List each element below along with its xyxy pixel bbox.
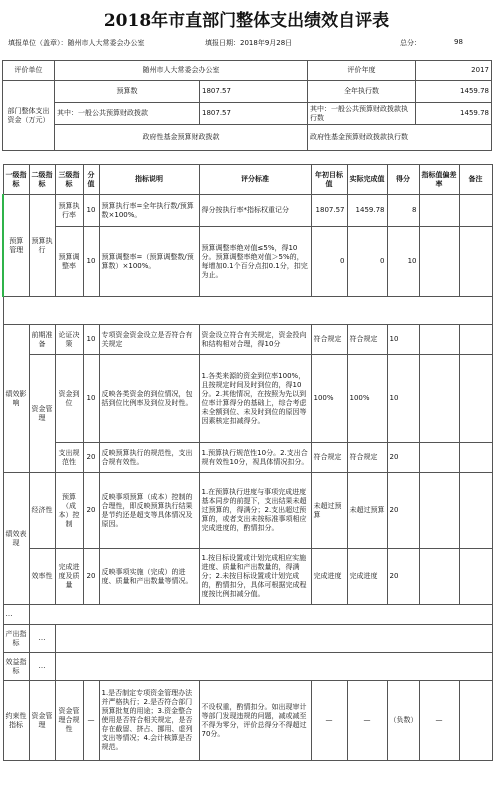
eval-unit-label: 评价单位 bbox=[3, 61, 55, 81]
actual-label: 全年执行数 bbox=[308, 81, 416, 103]
filing-unit: 填报单位（盖章）：随州市人大常委会办公室 bbox=[8, 39, 145, 47]
spacer-row bbox=[3, 297, 492, 325]
note-cell bbox=[459, 355, 492, 443]
eval-year-value: 2017 bbox=[416, 61, 492, 81]
col-dev: 指标值偏差率 bbox=[419, 165, 459, 195]
column-header-row bbox=[3, 165, 492, 195]
score-cell: 20 bbox=[83, 443, 99, 473]
col-desc: 指标说明 bbox=[99, 165, 199, 195]
l3-cell: 论证决策 bbox=[55, 325, 83, 355]
l3-cell: 资金管理合规性 bbox=[55, 681, 83, 761]
dev-cell bbox=[419, 473, 459, 549]
l1-perf-impact: 绩效影响 bbox=[3, 325, 29, 473]
l2-fund-mgmt-2: 资金管理 bbox=[29, 681, 55, 761]
general-actual-value: 1459.78 bbox=[416, 103, 492, 125]
general-budget-label: 其中：一般公共预算财政拨款 bbox=[55, 103, 200, 125]
col-actual: 实际完成值 bbox=[347, 165, 387, 195]
col-note: 备注 bbox=[459, 165, 492, 195]
dots-cell: … bbox=[3, 605, 29, 625]
got-cell: 20 bbox=[387, 549, 419, 605]
note-cell bbox=[459, 549, 492, 605]
std-cell: 不设权重，酌情扣分。如出现审计等部门发现违规的问题，减或减至不得为零分，评价总得分不得超过70分。 bbox=[199, 681, 311, 761]
desc-cell: 专项资金资金设立是否符合有关规定 bbox=[99, 325, 199, 355]
score-cell: 10 bbox=[83, 227, 99, 297]
l1-output: 产出指标 bbox=[3, 625, 29, 653]
l3-cell: 支出规范性 bbox=[55, 443, 83, 473]
desc-cell: 反映事项预算（成本）控制的合理性，即反映预算执行结果是节约还是超支等具体情况及原因。 bbox=[99, 473, 199, 549]
col-l3: 三级指标 bbox=[55, 165, 83, 195]
got-cell: 10 bbox=[387, 325, 419, 355]
target-cell: 1807.57 bbox=[311, 195, 347, 227]
table-row bbox=[3, 549, 492, 605]
indicator-table bbox=[2, 164, 493, 761]
table-row bbox=[3, 227, 492, 297]
dev-cell bbox=[419, 227, 459, 297]
actual-cell: 0 bbox=[347, 227, 387, 297]
budget-label: 预算数 bbox=[55, 81, 200, 103]
actual-cell: — bbox=[347, 681, 387, 761]
dots-cell: … bbox=[29, 625, 55, 653]
l1-perf-result: 绩效表现 bbox=[3, 473, 29, 605]
col-score: 分值 bbox=[83, 165, 99, 195]
desc-cell: 1.是否制定专项资金管理办法并严格执行；2.是否符合部门预算批复的用途；3.资金整合使用是否符合相关规定，是否存在截留、挤占、挪用、虚列支出等情况；4.会计核算是否规范。 bbox=[99, 681, 199, 761]
dots-cell: … bbox=[29, 653, 55, 681]
desc-cell: 反映预算执行的规范性，支出合规有效性。 bbox=[99, 443, 199, 473]
desc-cell: 预算调整率=（预算调整数/预算数）×100%。 bbox=[99, 227, 199, 297]
table-row bbox=[3, 443, 492, 473]
general-budget-value: 1807.57 bbox=[200, 103, 308, 125]
eval-year-label: 评价年度 bbox=[308, 61, 416, 81]
col-l2: 二级指标 bbox=[29, 165, 55, 195]
target-cell: 完成进度 bbox=[311, 549, 347, 605]
l3-cell: 预算（成本）控制 bbox=[55, 473, 83, 549]
fund-budget-label: 政府性基金预算财政拨款 bbox=[55, 125, 308, 151]
std-cell: 资金设立符合有关规定，资金投向和结构相对合理，得10分 bbox=[199, 325, 311, 355]
l2-economy: 经济性 bbox=[29, 473, 55, 549]
actual-cell: 1459.78 bbox=[347, 195, 387, 227]
l3-cell: 预算调整率 bbox=[55, 227, 83, 297]
score-cell: 10 bbox=[83, 355, 99, 443]
l1-budget-mgmt: 预算管理 bbox=[3, 195, 29, 297]
score-cell: 10 bbox=[83, 195, 99, 227]
dev-cell bbox=[419, 355, 459, 443]
std-cell: 得分按执行率*指标权重记分 bbox=[199, 195, 311, 227]
l2-fund-mgmt: 资金管理 bbox=[29, 355, 55, 473]
actual-cell: 符合规定 bbox=[347, 443, 387, 473]
table-row bbox=[3, 195, 492, 227]
actual-cell: 符合规定 bbox=[347, 325, 387, 355]
desc-cell: 反映事项实施（完成）的进度、质量和产出数量等情况。 bbox=[99, 549, 199, 605]
l3-cell: 预算执行率 bbox=[55, 195, 83, 227]
col-got: 得分 bbox=[387, 165, 419, 195]
l2-cell: 前期准备 bbox=[29, 325, 55, 355]
note-cell bbox=[459, 443, 492, 473]
dev-cell bbox=[419, 443, 459, 473]
filing-date: 填报日期：2018年9月28日 bbox=[205, 39, 293, 47]
table-row bbox=[3, 625, 492, 653]
budget-value: 1807.57 bbox=[200, 81, 308, 103]
std-cell: 1.按目标设置或计划完成相应实施进度、质量和产出数量的，得满分；2.未按目标设置或计划完成的，酌情扣分，具体可根据完成程度按比例扣减分值。 bbox=[199, 549, 311, 605]
table-row bbox=[3, 605, 492, 625]
note-cell bbox=[459, 325, 492, 355]
table-row bbox=[3, 681, 492, 761]
fund-actual-label: 政府性基金预算财政拨款执行数 bbox=[308, 125, 492, 151]
col-l1: 一级指标 bbox=[3, 165, 29, 195]
empty-cell bbox=[55, 625, 492, 653]
score-cell: 10 bbox=[83, 325, 99, 355]
target-cell: 0 bbox=[311, 227, 347, 297]
std-cell: 1.在预算执行进度与事项完成进度基本同步的前提下，支出结果未超过预算的，得满分；2.支出超过预算的，或者支出未按标准事项相应完成进度的，酌情扣分。 bbox=[199, 473, 311, 549]
got-cell: 20 bbox=[387, 473, 419, 549]
l2-budget-exec: 预算执行 bbox=[29, 195, 55, 297]
l1-constraint: 约束性指标 bbox=[3, 681, 29, 761]
l3-cell: 资金到位 bbox=[55, 355, 83, 443]
page-title: 2018年市直部门整体支出绩效自评表 bbox=[103, 11, 390, 31]
got-cell: 8 bbox=[387, 195, 419, 227]
score-cell: 20 bbox=[83, 473, 99, 549]
table-row bbox=[3, 325, 492, 355]
total-label: 总分： bbox=[400, 39, 421, 47]
std-cell: 预算调整率绝对值≤5%，得10分。预算调整率绝对值＞5%的，每增加0.1个百分点扣0.1分，扣完为止。 bbox=[199, 227, 311, 297]
target-cell: 符合规定 bbox=[311, 325, 347, 355]
actual-cell: 100% bbox=[347, 355, 387, 443]
score-cell: 20 bbox=[83, 549, 99, 605]
got-cell: （负数） bbox=[387, 681, 419, 761]
funds-label: 部门整体支出资金（万元） bbox=[3, 81, 55, 151]
funds-info-table bbox=[2, 60, 492, 151]
eval-unit-value: 随州市人大常委会办公室 bbox=[55, 61, 308, 81]
col-std: 评分标准 bbox=[199, 165, 311, 195]
dev-cell bbox=[419, 325, 459, 355]
std-cell: 1.各类来源的资金到位率100%，且按规定时间及时到位的，得10分。2.其他情况，在按照为先以到位率计算得分的基础上，综合考虑未全额到位、未及时到位的原因等因素核定扣减得分。 bbox=[199, 355, 311, 443]
table-row bbox=[3, 473, 492, 549]
dev-cell bbox=[419, 195, 459, 227]
note-cell bbox=[459, 473, 492, 549]
got-cell: 20 bbox=[387, 443, 419, 473]
target-cell: — bbox=[311, 681, 347, 761]
score-cell: — bbox=[83, 681, 99, 761]
note-cell bbox=[459, 195, 492, 227]
std-cell: 1.预算执行规范性10分。2.支出合规有效性10分，视具体情况扣分。 bbox=[199, 443, 311, 473]
note-cell bbox=[459, 227, 492, 297]
total-value: 98 bbox=[454, 38, 463, 46]
l2-efficiency: 效率性 bbox=[29, 549, 55, 605]
dev-cell bbox=[419, 549, 459, 605]
actual-value: 1459.78 bbox=[416, 81, 492, 103]
got-cell: 10 bbox=[387, 355, 419, 443]
got-cell: 10 bbox=[387, 227, 419, 297]
actual-cell: 未超过预算 bbox=[347, 473, 387, 549]
dev-cell: — bbox=[419, 681, 459, 761]
target-cell: 符合规定 bbox=[311, 443, 347, 473]
empty-cell bbox=[29, 605, 492, 625]
note-cell bbox=[459, 681, 492, 761]
table-row bbox=[3, 653, 492, 681]
empty-cell bbox=[55, 653, 492, 681]
l3-cell: 完成进度及质量 bbox=[55, 549, 83, 605]
target-cell: 未超过预算 bbox=[311, 473, 347, 549]
l1-benefit: 效益指标 bbox=[3, 653, 29, 681]
actual-cell: 完成进度 bbox=[347, 549, 387, 605]
general-actual-label: 其中：一般公共预算财政拨款执行数 bbox=[308, 103, 416, 125]
col-target: 年初目标值 bbox=[311, 165, 347, 195]
table-row bbox=[3, 355, 492, 443]
target-cell: 100% bbox=[311, 355, 347, 443]
desc-cell: 预算执行率=全年执行数/预算数×100%。 bbox=[99, 195, 199, 227]
desc-cell: 反映各类资金的到位情况，包括到位比例率及到位及时性。 bbox=[99, 355, 199, 443]
